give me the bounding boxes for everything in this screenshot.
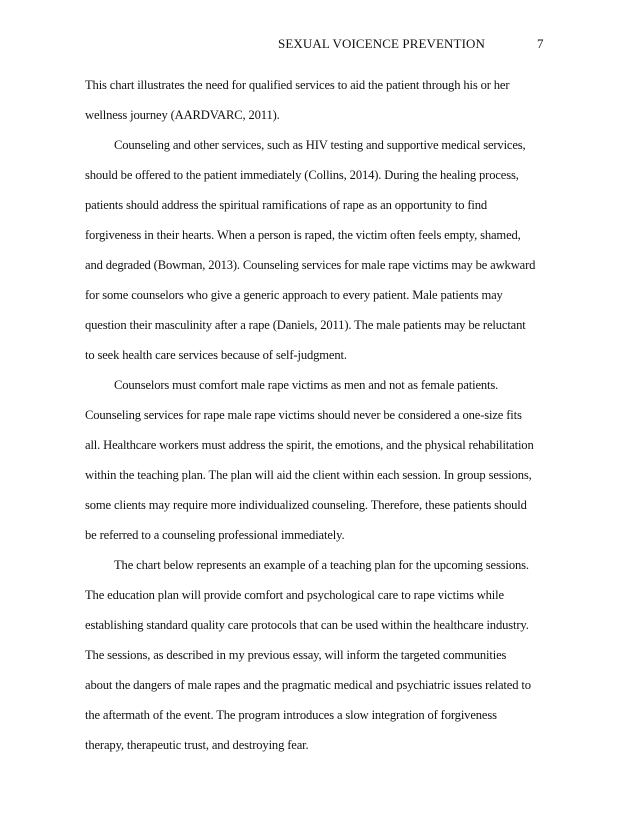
text-line: establishing standard quality care protocols that can be used within the healthcare industry.	[85, 618, 529, 632]
text-line: question their masculinity after a rape (Daniels, 2011). The male patients may be reluctant	[85, 318, 526, 332]
text-line: The education plan will provide comfort and psychological care to rape victims while	[85, 588, 504, 602]
text-line: should be offered to the patient immediately (Collins, 2014). During the healing process,	[85, 168, 519, 182]
running-head: SEXUAL VOICENCE PREVENTION	[278, 36, 485, 51]
text-line: to seek health care services because of self-judgment.	[85, 348, 347, 362]
text-line: and degraded (Bowman, 2013). Counseling services for male rape victims may be awkward	[85, 258, 536, 272]
text-line: some clients may require more individualized counseling. Therefore, these patients should	[85, 498, 527, 512]
text-line: The sessions, as described in my previous essay, will inform the targeted communities	[85, 648, 507, 662]
text-line: This chart illustrates the need for qualified services to aid the patient through his or her	[85, 78, 510, 92]
text-line: therapy, therapeutic trust, and destroying fear.	[85, 738, 309, 752]
body-text	[85, 70, 555, 760]
text-line: all. Healthcare workers must address the spirit, the emotions, and the physical rehabilitation	[85, 438, 534, 452]
text-line: Counseling and other services, such as HIV testing and supportive medical services,	[114, 138, 526, 152]
page-header	[0, 36, 638, 56]
text-line: about the dangers of male rapes and the pragmatic medical and psychiatric issues related to	[85, 678, 531, 692]
text-line: patients should address the spiritual ramifications of rape as an opportunity to find	[85, 198, 488, 212]
text-line: within the teaching plan. The plan will aid the client within each session. In group sessions,	[85, 468, 532, 482]
text-line: the aftermath of the event. The program introduces a slow integration of forgiveness	[85, 708, 497, 722]
text-line: Counseling services for rape male rape victims should never be considered a one-size fits	[85, 408, 522, 422]
text-line: wellness journey (AARDVARC, 2011).	[85, 108, 280, 122]
text-line: forgiveness in their hearts. When a person is raped, the victim often feels empty, shamed,	[85, 228, 521, 242]
text-line: Counselors must comfort male rape victims as men and not as female patients.	[114, 378, 499, 392]
text-line: be referred to a counseling professional immediately.	[85, 528, 345, 542]
text-line: The chart below represents an example of a teaching plan for the upcoming sessions.	[114, 558, 529, 572]
text-line: for some counselors who give a generic approach to every patient. Male patients may	[85, 288, 503, 302]
page-number: 7	[537, 36, 544, 51]
